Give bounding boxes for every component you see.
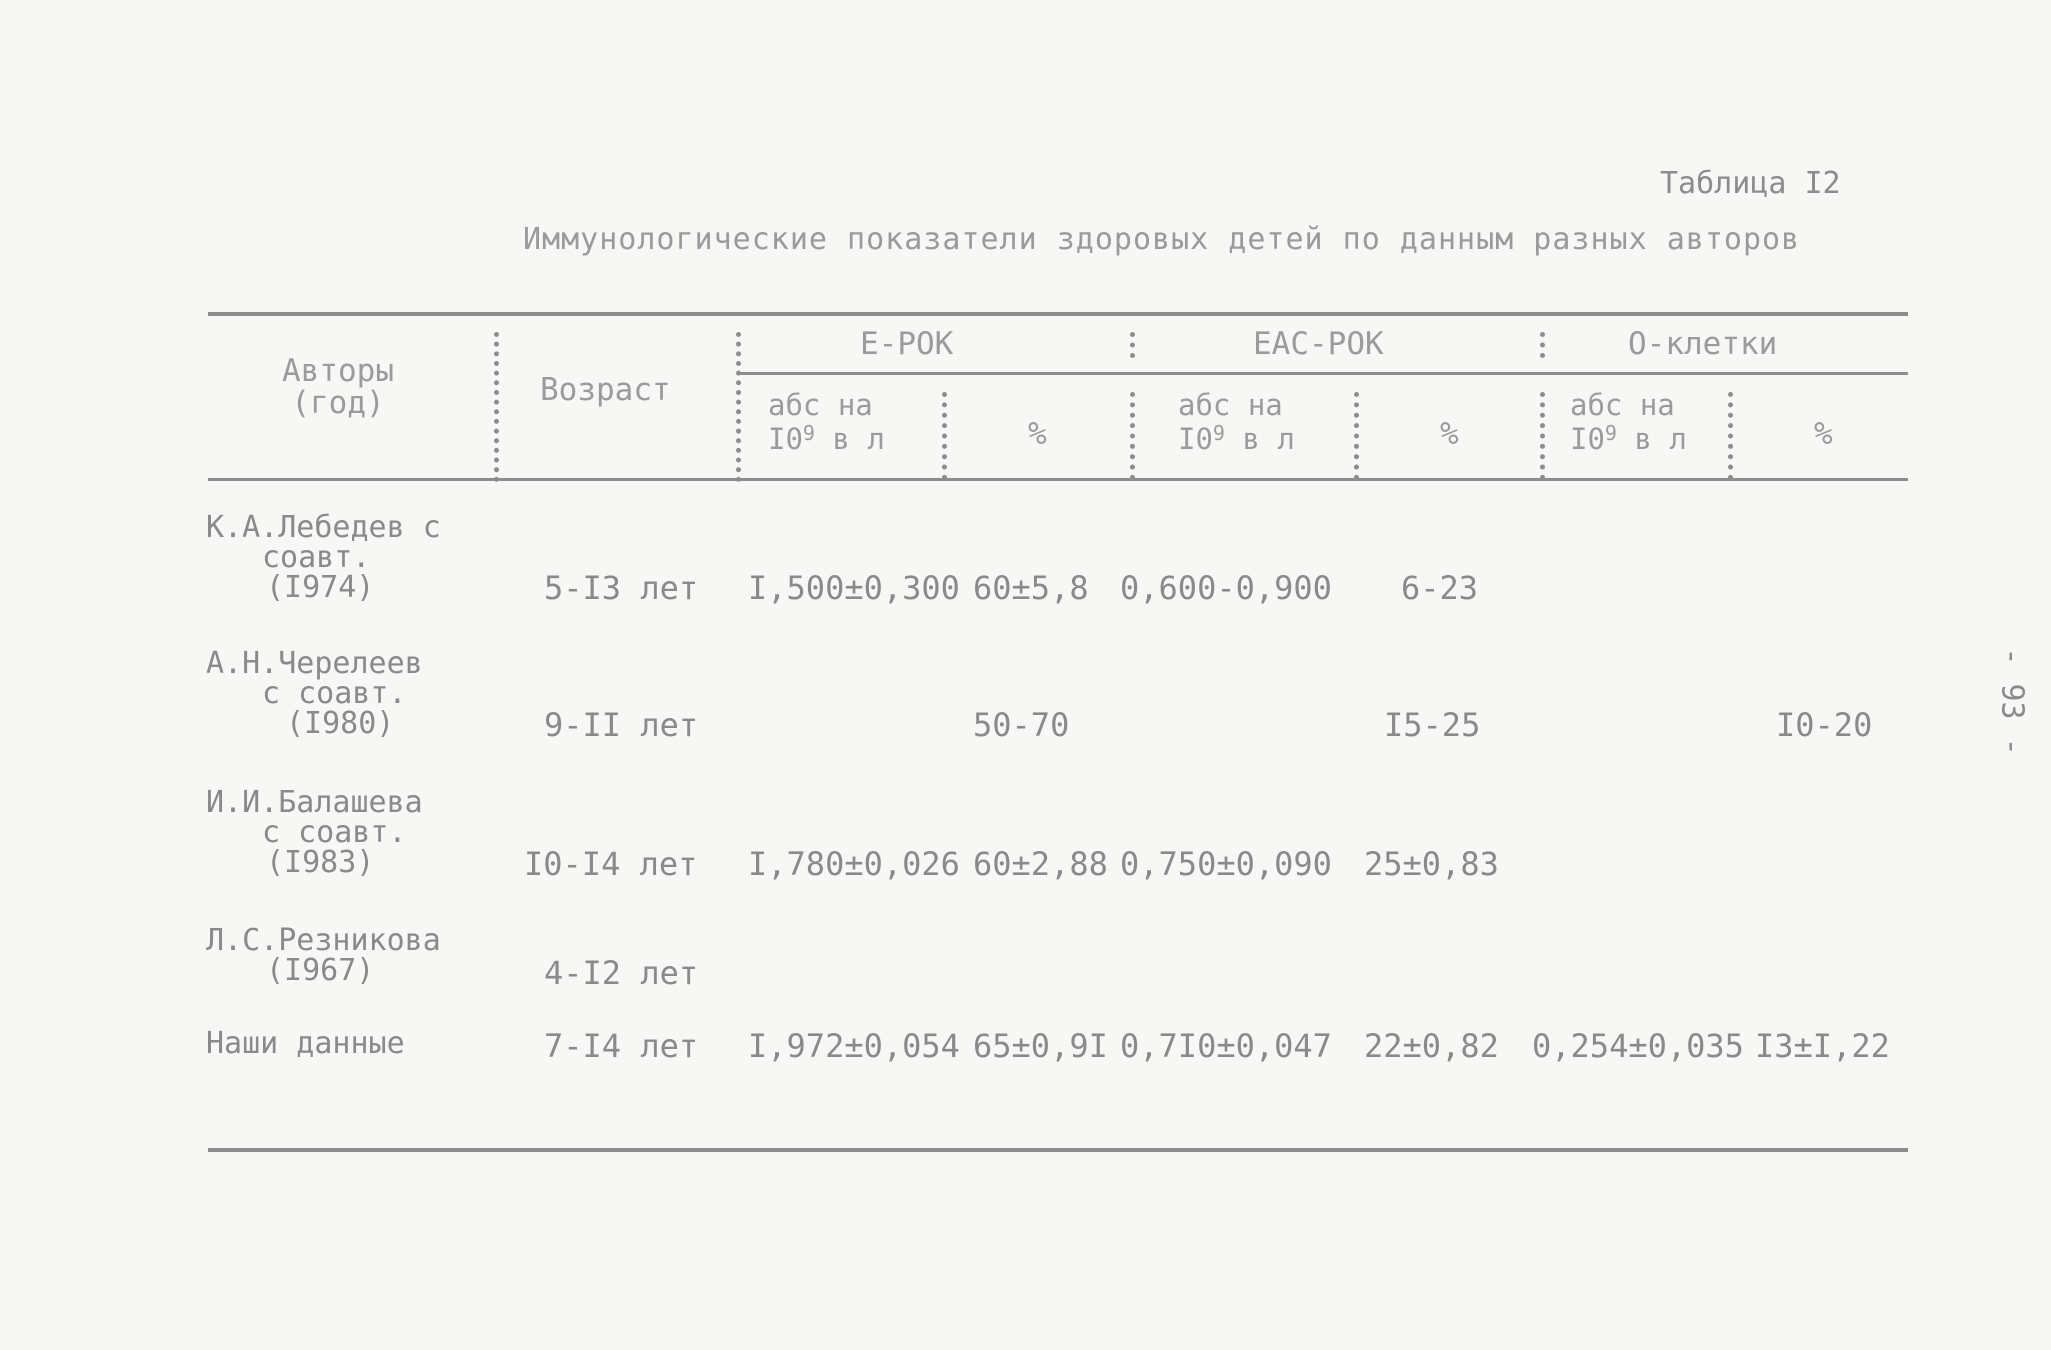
header-bottom-rule <box>208 478 1908 481</box>
col-separator <box>1728 392 1733 480</box>
header-abs-o: абс на $I0^9$ в л <box>1570 388 1687 456</box>
header-group-e-rok: Е-РОК <box>860 326 954 362</box>
col-separator <box>736 332 741 482</box>
table-cell-e-abs: I,972±0,054 <box>748 1027 960 1065</box>
header-abs-eac: абс на $I0^9$ в л <box>1178 388 1295 456</box>
table-cell-age: I0-I4 лет <box>524 845 698 883</box>
table-row-author: А.Н.Черелеев с соавт. (I980) <box>206 646 423 741</box>
table-cell-e-pct: 65±0,9I <box>973 1027 1108 1065</box>
header-group-eac-rok: ЕАС-РОК <box>1253 326 1384 362</box>
table-cell-o-pct: I0-20 <box>1776 706 1873 744</box>
table-cell-eac-pct: 22±0,82 <box>1364 1027 1499 1065</box>
bottom-rule <box>208 1148 1908 1152</box>
header-abs-e: абс на $I0^9$ в л <box>768 388 885 456</box>
page-number: - 93 - <box>1994 647 2030 756</box>
table-label: Таблица I2 <box>1660 166 1841 201</box>
top-rule <box>208 312 1908 316</box>
table-title: Иммунологические показатели здоровых детей по данным разных авторов <box>523 222 1801 257</box>
table-cell-e-pct: 50-70 <box>973 706 1070 744</box>
table-cell-e-pct: 60±2,88 <box>973 845 1108 883</box>
table-cell-age: 7-I4 лет <box>544 1027 699 1065</box>
table-cell-eac-abs: 0,600-0,900 <box>1120 569 1332 607</box>
table-row-author: Наши данные <box>206 1026 405 1061</box>
table-cell-eac-abs: 0,7I0±0,047 <box>1120 1027 1332 1065</box>
header-authors: Авторы (год) <box>282 353 394 421</box>
col-separator <box>1540 392 1545 480</box>
header-group-o-cells: О-клетки <box>1628 326 1778 362</box>
col-separator <box>1540 332 1545 358</box>
table-row-author: Л.С.Резникова (I967) <box>206 923 441 988</box>
table-cell-eac-pct: 6-23 <box>1401 569 1479 607</box>
table-row-author: К.А.Лебедев с соавт. (I974) <box>206 510 441 605</box>
col-separator <box>942 392 947 480</box>
table-cell-o-abs: 0,254±0,035 <box>1532 1027 1744 1065</box>
table-cell-age: 9-II лет <box>544 706 699 744</box>
col-separator <box>1130 392 1135 480</box>
table-cell-eac-pct: 25±0,83 <box>1364 845 1499 883</box>
group-rule <box>738 372 1908 375</box>
table-cell-e-abs: I,780±0,026 <box>748 845 960 883</box>
table-cell-o-pct: I3±I,22 <box>1755 1027 1890 1065</box>
table-cell-e-abs: I,500±0,300 <box>748 569 960 607</box>
table-cell-e-pct: 60±5,8 <box>973 569 1089 607</box>
table-row-author: И.И.Балашева с соавт. (I983) <box>206 785 423 880</box>
header-age: Возраст <box>540 372 671 408</box>
table-cell-age: 4-I2 лет <box>544 954 699 992</box>
header-pct-o: % <box>1814 416 1833 452</box>
header-pct-eac: % <box>1440 416 1459 452</box>
table-cell-age: 5-I3 лет <box>544 569 699 607</box>
col-separator <box>1130 332 1135 358</box>
col-separator <box>494 332 499 482</box>
table-cell-eac-abs: 0,750±0,090 <box>1120 845 1332 883</box>
col-separator <box>1354 392 1359 480</box>
table-cell-eac-pct: I5-25 <box>1384 706 1481 744</box>
header-pct-e: % <box>1028 416 1047 452</box>
